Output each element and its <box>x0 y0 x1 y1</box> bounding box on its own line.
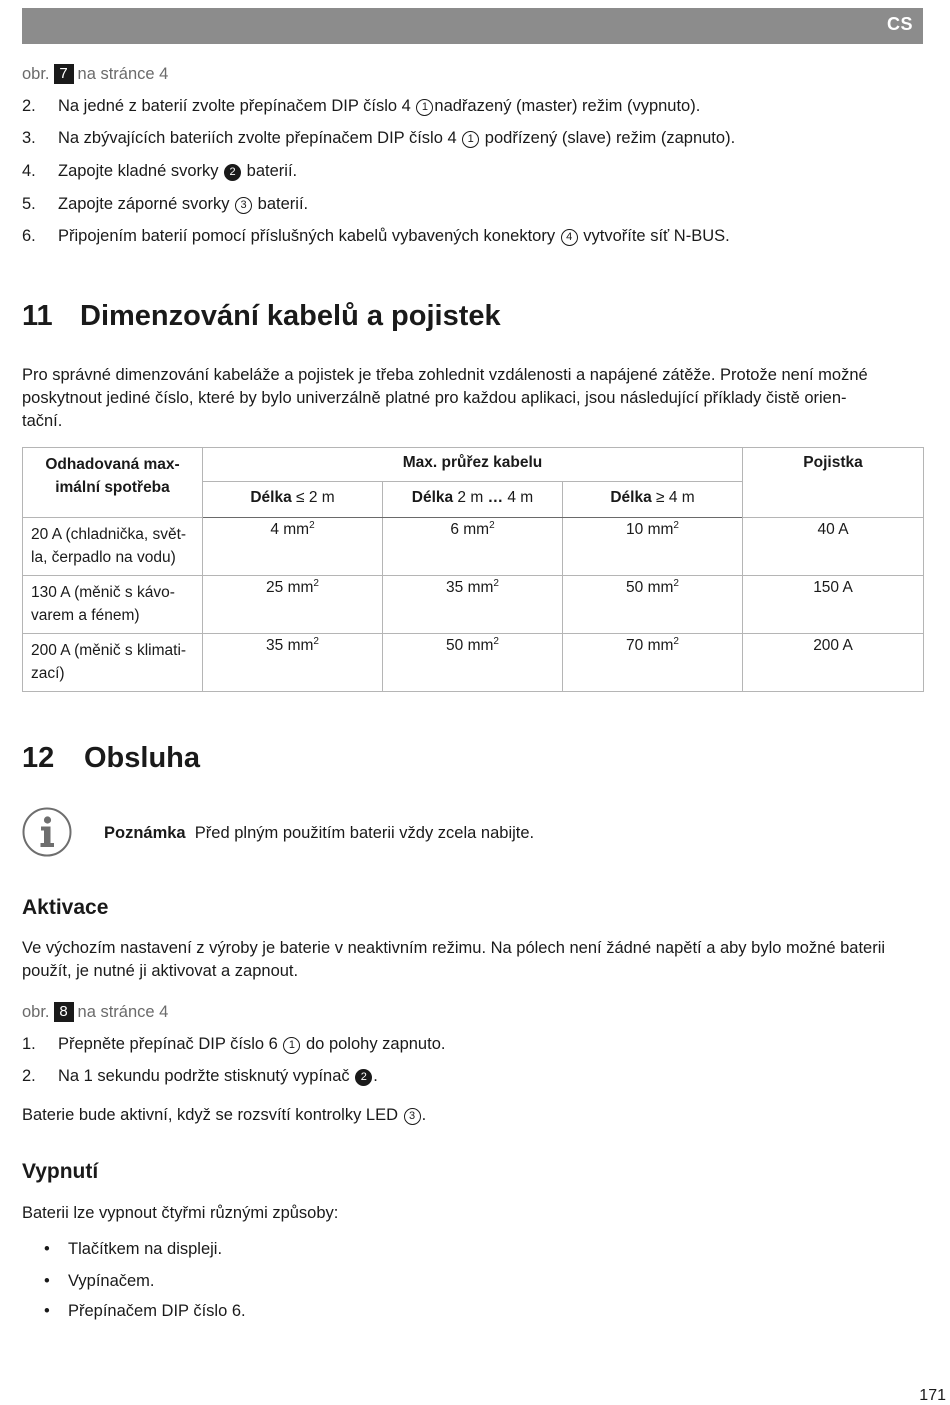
table-cell-load: 130 A (měnič s kávo- varem a fénem) <box>23 576 203 634</box>
table-header-fuse: Pojistka <box>743 448 924 518</box>
table-cell: 50 $mm^2$ <box>383 634 563 692</box>
result-text: Baterie bude aktivní, když se rozsvítí kontrolky LED 3 . <box>22 1106 427 1124</box>
table-subheader: Délka ≤ 2 m <box>203 482 383 518</box>
callout-marker: 1 <box>416 99 433 116</box>
figure-number-badge: 8 <box>54 1002 74 1022</box>
table-cell: 35 $mm^2$ <box>383 576 563 634</box>
list-item: 1. Přepněte přepínač DIP číslo 6 1 do polohy zapnuto. <box>22 1035 446 1053</box>
table-cell-load: 200 A (měnič s klimati- zací) <box>23 634 203 692</box>
info-icon <box>22 807 72 857</box>
table-cell: 4 $mm^2$ <box>203 518 383 576</box>
intro-paragraph: Pro správné dimenzování kabeláže a pojistek je třeba zohlednit vzdálenosti a napájené zátěže. Protože není možné poskytnout jediné číslo, které by bylo univerzálně platné pro každou aplikaci, jsou následující příklady čistě orien- tační. <box>22 366 868 430</box>
table-cell: 25 $mm^2$ <box>203 576 383 634</box>
table-cell-fuse: 200 A <box>743 634 924 692</box>
subsection-heading: Aktivace <box>22 896 109 919</box>
callout-marker: 3 <box>404 1108 421 1125</box>
table-cell: 35 $mm^2$ <box>203 634 383 692</box>
section-heading: 11 Dimenzování kabelů a pojistek <box>22 300 501 332</box>
table-cell-fuse: 40 A <box>743 518 924 576</box>
table-subheader: Délka 2 m … 4 m <box>383 482 563 518</box>
note-text: Poznámka Před plným použitím baterii vždy zcela nabijte. <box>104 824 535 842</box>
callout-marker: 1 <box>462 131 479 148</box>
table-cell-fuse: 150 A <box>743 576 924 634</box>
bullet-item: • Vypínačem. <box>44 1272 155 1290</box>
table-cell-load: 20 A (chladnička, svět- la, čerpadlo na vodu) <box>23 518 203 576</box>
list-item: 3. Na zbývajících bateriích zvolte přepínačem DIP číslo 4 1 podřízený (slave) režim (zapnuto). <box>22 129 736 147</box>
page-number: 171 <box>919 1387 946 1404</box>
section-heading: 12 Obsluha <box>22 742 201 774</box>
callout-marker: 2 <box>224 164 241 181</box>
table-cell: 6 $mm^2$ <box>383 518 563 576</box>
callout-marker: 2 <box>355 1069 372 1086</box>
table-cell: 10 $mm^2$ <box>563 518 743 576</box>
table-row <box>23 518 924 576</box>
subsection-heading: Vypnutí <box>22 1160 99 1183</box>
bullet-item: • Tlačítkem na displeji. <box>44 1240 223 1258</box>
callout-marker: 4 <box>561 229 578 246</box>
figure-reference: obr. 7 na stránce 4 <box>22 65 169 83</box>
list-item: 2. Na jedné z baterií zvolte přepínačem DIP číslo 4 1 nadřazený (master) režim (vypnuto). <box>22 97 701 115</box>
note-label: Poznámka <box>104 824 186 842</box>
header-bar <box>22 8 923 44</box>
list-item: 2. Na 1 sekundu podržte stisknutý vypínač 2 . <box>22 1067 378 1085</box>
list-item: 5. Zapojte záporné svorky 3 baterií. <box>22 195 309 213</box>
figure-reference: obr. 8 na stránce 4 <box>22 1003 169 1021</box>
bullet-item: • Přepínačem DIP číslo 6. <box>44 1302 246 1320</box>
table-row <box>23 634 924 692</box>
table-header-load: Odhadovaná max- imální spotřeba <box>23 448 203 518</box>
shutdown-intro: Baterii lze vypnout čtyřmi různými způsoby: <box>22 1204 339 1222</box>
cable-sizing-table <box>22 447 924 692</box>
table-header-cable-section: Max. průřez kabelu <box>203 448 743 482</box>
table-row <box>23 576 924 634</box>
language-code: CS <box>886 14 913 34</box>
table-subheader: Délka ≥ 4 m <box>563 482 743 518</box>
callout-marker: 1 <box>283 1037 300 1054</box>
table-cell: 50 $mm^2$ <box>563 576 743 634</box>
table-cell: 70 $mm^2$ <box>563 634 743 692</box>
activation-paragraph: Ve výchozím nastavení z výroby je baterie v neaktivním režimu. Na pólech není žádné napětí a aby bylo možné baterii použít, je nutné ji aktivovat a zapnout. <box>22 939 886 980</box>
callout-marker: 3 <box>235 197 252 214</box>
figure-number-badge: 7 <box>54 64 74 84</box>
list-item: 4. Zapojte kladné svorky 2 baterií. <box>22 162 298 180</box>
list-item: 6. Připojením baterií pomocí příslušných kabelů vybavených konektory 4 vytvoříte síť N-BUS. <box>22 227 730 245</box>
